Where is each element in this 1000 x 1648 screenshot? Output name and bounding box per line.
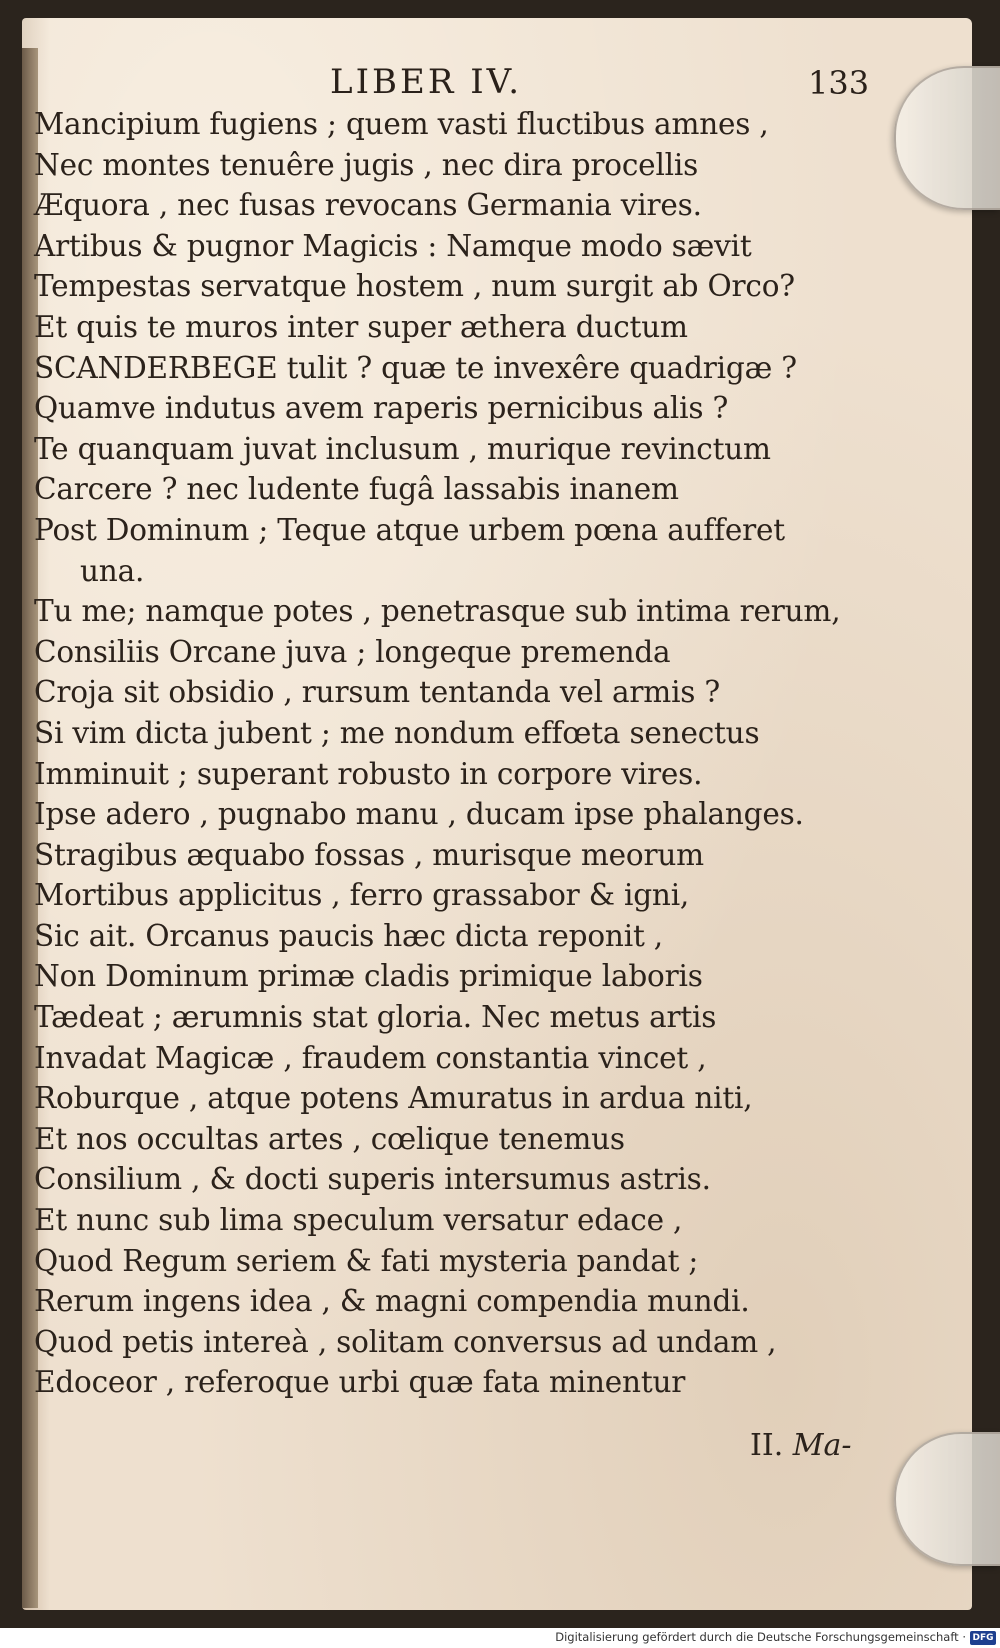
verse-line: Consilium , & docti superis intersumus astris.	[34, 1162, 711, 1197]
page-number: 133	[808, 64, 870, 102]
verse-line: Non Dominum primæ cladis primique laboris	[34, 959, 703, 994]
running-head: LIBER IV.	[330, 62, 523, 102]
verse-line: Quod petis intereà , solitam conversus ad undam ,	[34, 1324, 777, 1359]
verse-line: Roburque , atque potens Amuratus in ardua niti,	[34, 1081, 753, 1116]
verse-line: Artibus & pugnor Magicis : Namque modo sævit	[34, 228, 752, 263]
verse-line: Consiliis Orcane juva ; longeque premenda	[34, 634, 671, 669]
digitization-footer	[0, 1628, 1000, 1648]
verse-line: Te quanquam juvat inclusum , murique revinctum	[34, 431, 771, 466]
verse-line: Tædeat ; ærumnis stat gloria. Nec metus artis	[34, 1000, 717, 1035]
catchword-word: Ma-	[792, 1428, 852, 1463]
verse-line: Si vim dicta jubent ; me nondum effœta senectus	[34, 715, 760, 750]
verse-line: Edoceor , referoque urbi quæ fata minentur	[34, 1365, 686, 1400]
verse-line: Et nos occultas artes , cœlique tenemus	[34, 1121, 625, 1156]
verse-line-continuation: una.	[80, 553, 145, 588]
verse-line: Sic ait. Orcanus paucis hæc dicta reponit ,	[34, 918, 663, 953]
verse-line: Et nunc sub lima speculum versatur edace ,	[34, 1203, 683, 1238]
catchword	[750, 1428, 852, 1463]
verse-text	[34, 104, 894, 1403]
verse-line: Quamve indutus avem raperis pernicibus alis ?	[34, 391, 729, 426]
verse-line: SCANDERBEGE tulit ? quæ te invexêre quadrigæ ?	[34, 350, 797, 385]
catchword-number: II.	[750, 1428, 784, 1463]
verse-line: Æquora , nec fusas revocans Germania vires.	[34, 188, 702, 223]
verse-line: Stragibus æquabo fossas , murisque meorum	[34, 837, 704, 872]
verse-line: Ipse adero , pugnabo manu , ducam ipse phalanges.	[34, 797, 804, 832]
verse-line: Post Dominum ; Teque atque urbem pœna aufferet	[34, 512, 785, 547]
verse-line: Imminuit ; superant robusto in corpore vires.	[34, 756, 703, 791]
verse-line: Invadat Magicæ , fraudem constantia vincet ,	[34, 1040, 707, 1075]
verse-line: Tempestas servatque hostem , num surgit ab Orco?	[34, 269, 795, 304]
dfg-logo-icon: DFG	[970, 1631, 996, 1645]
verse-line: Quod Regum seriem & fati mysteria pandat ;	[34, 1243, 699, 1278]
funding-credit: Digitalisierung gefördert durch die Deutsche Forschungsgemeinschaft ·	[555, 1630, 966, 1644]
verse-line: Carcere ? nec ludente fugâ lassabis inanem	[34, 472, 679, 507]
verse-line: Tu me; namque potes , penetrasque sub intima rerum,	[34, 594, 841, 629]
verse-line: Croja sit obsidio , rursum tentanda vel armis ?	[34, 675, 721, 710]
verse-line: Mortibus applicitus , ferro grassabor & igni,	[34, 878, 690, 913]
verse-line: Rerum ingens idea , & magni compendia mundi.	[34, 1284, 750, 1319]
verse-line: Mancipium fugiens ; quem vasti fluctibus amnes ,	[34, 107, 769, 141]
verse-line: Nec montes tenuêre jugis , nec dira procellis	[34, 147, 699, 182]
verse-line: Et quis te muros inter super æthera ductum	[34, 309, 688, 344]
